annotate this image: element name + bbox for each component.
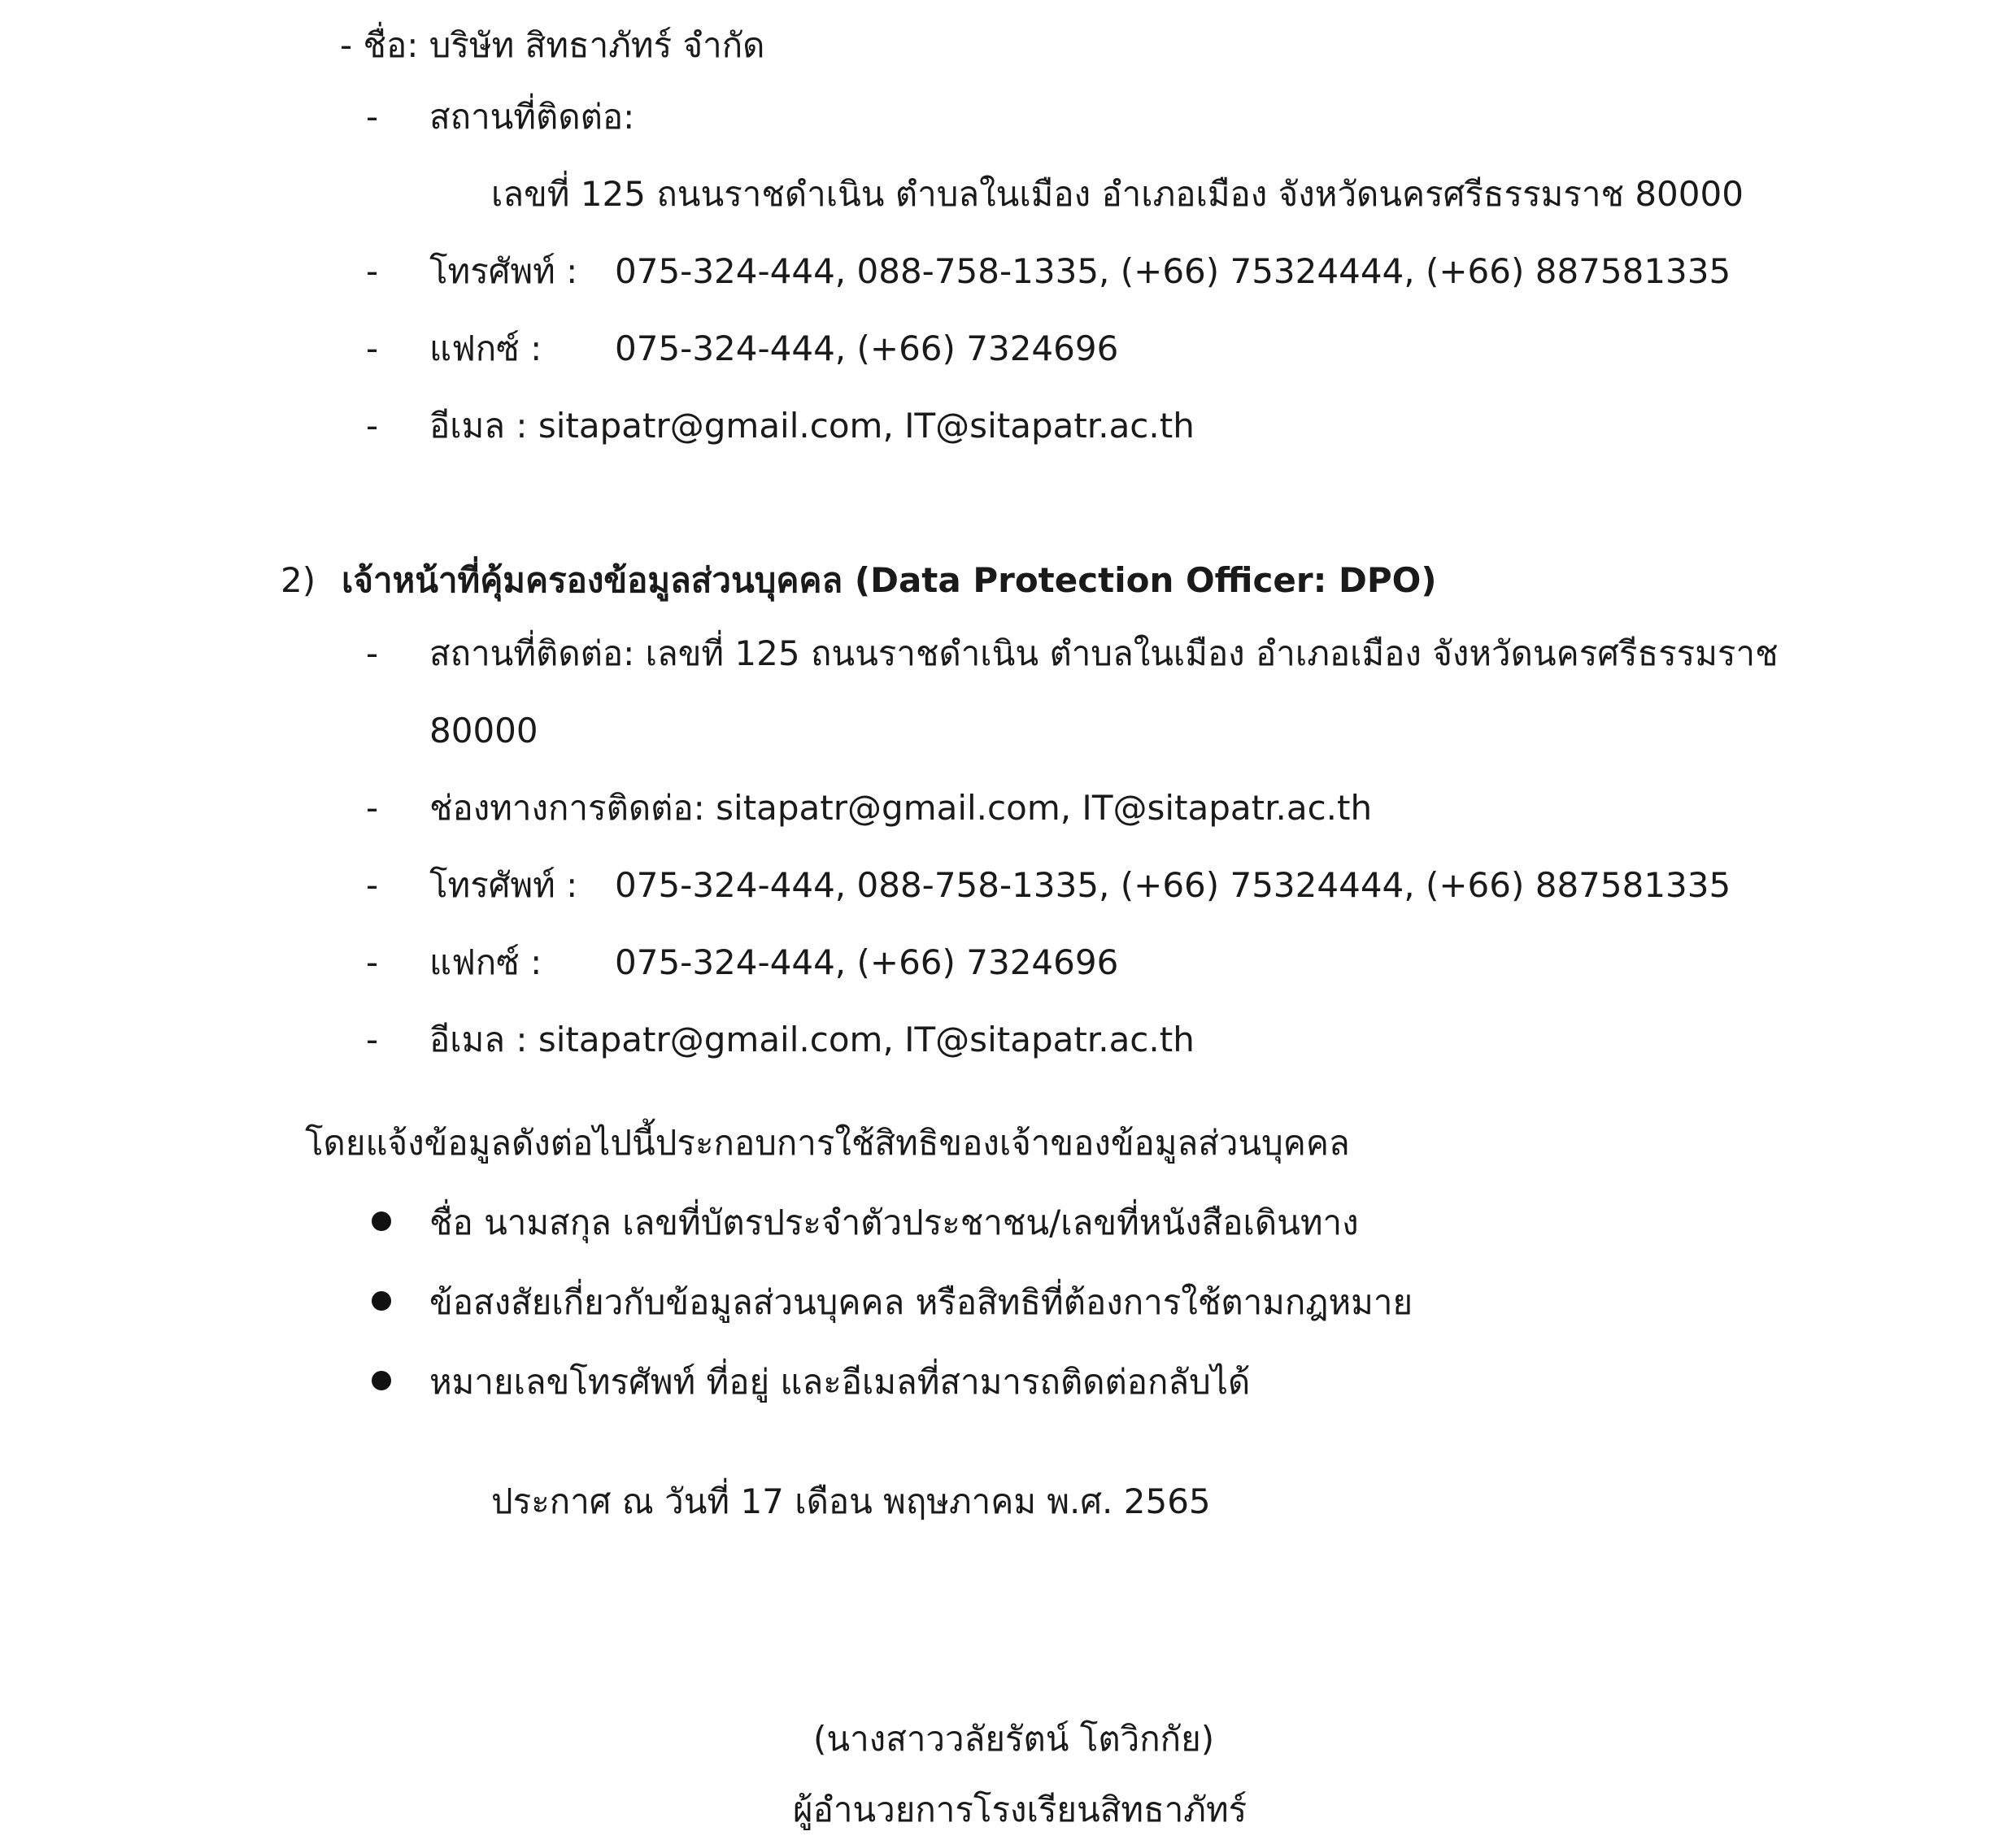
dash-marker: - [366,942,379,982]
bullet-dot [372,1291,391,1311]
section-number: 2) [281,560,316,600]
dash-marker: - [366,97,379,137]
section-heading: เจ้าหน้าที่คุ้มครองข้อมูลส่วนบุคคล (Data Protection Officer: DPO) [342,560,1437,600]
dash-marker: - [366,328,379,368]
address-label: สถานที่ติดต่อ: [429,97,635,137]
dash-marker: - [366,633,379,673]
intro-text: โดยแจ้งข้อมูลดังต่อไปนี้ประกอบการใช้สิทธิของเจ้าของข้อมูลส่วนบุคคล [305,1123,1350,1163]
address-value: เลขที่ 125 ถนนราชดำเนิน ตำบลในเมือง อำเภอเมือง จังหวัดนครศรีธรรมราช 80000 [491,174,1744,214]
dpo-address-line: สถานที่ติดต่อ: เลขที่ 125 ถนนราชดำเนิน ตำบลในเมือง อำเภอเมือง จังหวัดนครศรีธรรมราช [429,633,1779,673]
dpo-fax-value: 075-324-444, (+66) 7324696 [615,942,1119,982]
bullet-item: หมายเลขโทรศัพท์ ที่อยู่ และอีเมลที่สามารถติดต่อกลับได้ [429,1362,1251,1402]
email-line: อีเมล : sitapatr@gmail.com, IT@sitapatr.ac.th [429,406,1195,446]
fax-label: แฟกซ์ : [429,328,542,368]
bullet-item: ชื่อ นามสกุล เลขที่บัตรประจำตัวประชาชน/เลขที่หนังสือเดินทาง [429,1203,1359,1242]
bullet-dot [372,1371,391,1390]
bullet-dot [372,1211,391,1231]
dash-marker: - [366,406,379,446]
dash-marker: - [366,1020,379,1059]
dash-marker: - [366,865,379,905]
phone-label: โทรศัพท์ : [429,251,578,291]
dpo-channel-line: ช่องทางการติดต่อ: sitapatr@gmail.com, IT@sitapatr.ac.th [429,788,1373,828]
company-name-line: - ชื่อ: บริษัท สิทธาภัทร์ จำกัด [340,25,765,65]
dash-marker: - [366,788,379,828]
dpo-address-postcode: 80000 [429,711,538,750]
dpo-phone-label: โทรศัพท์ : [429,865,578,905]
dash-marker: - [366,251,379,291]
dpo-email-line: อีเมล : sitapatr@gmail.com, IT@sitapatr.ac.th [429,1020,1195,1059]
fax-value: 075-324-444, (+66) 7324696 [615,328,1119,368]
announcement-date: ประกาศ ณ วันที่ 17 เดือน พฤษภาคม พ.ศ. 2565 [491,1481,1211,1521]
dpo-phone-value: 075-324-444, 088-758-1335, (+66) 75324444, (+66) 887581335 [615,865,1731,905]
signatory-title: ผู้อำนวยการโรงเรียนสิทธาภัทร์ [793,1790,1247,1829]
signatory-name: (นางสาววลัยรัตน์ โตวิกกัย) [813,1719,1215,1759]
dpo-fax-label: แฟกซ์ : [429,942,542,982]
bullet-item: ข้อสงสัยเกี่ยวกับข้อมูลส่วนบุคคล หรือสิทธิที่ต้องการใช้ตามกฎหมาย [429,1282,1413,1322]
phone-value: 075-324-444, 088-758-1335, (+66) 75324444, (+66) 887581335 [615,251,1731,291]
